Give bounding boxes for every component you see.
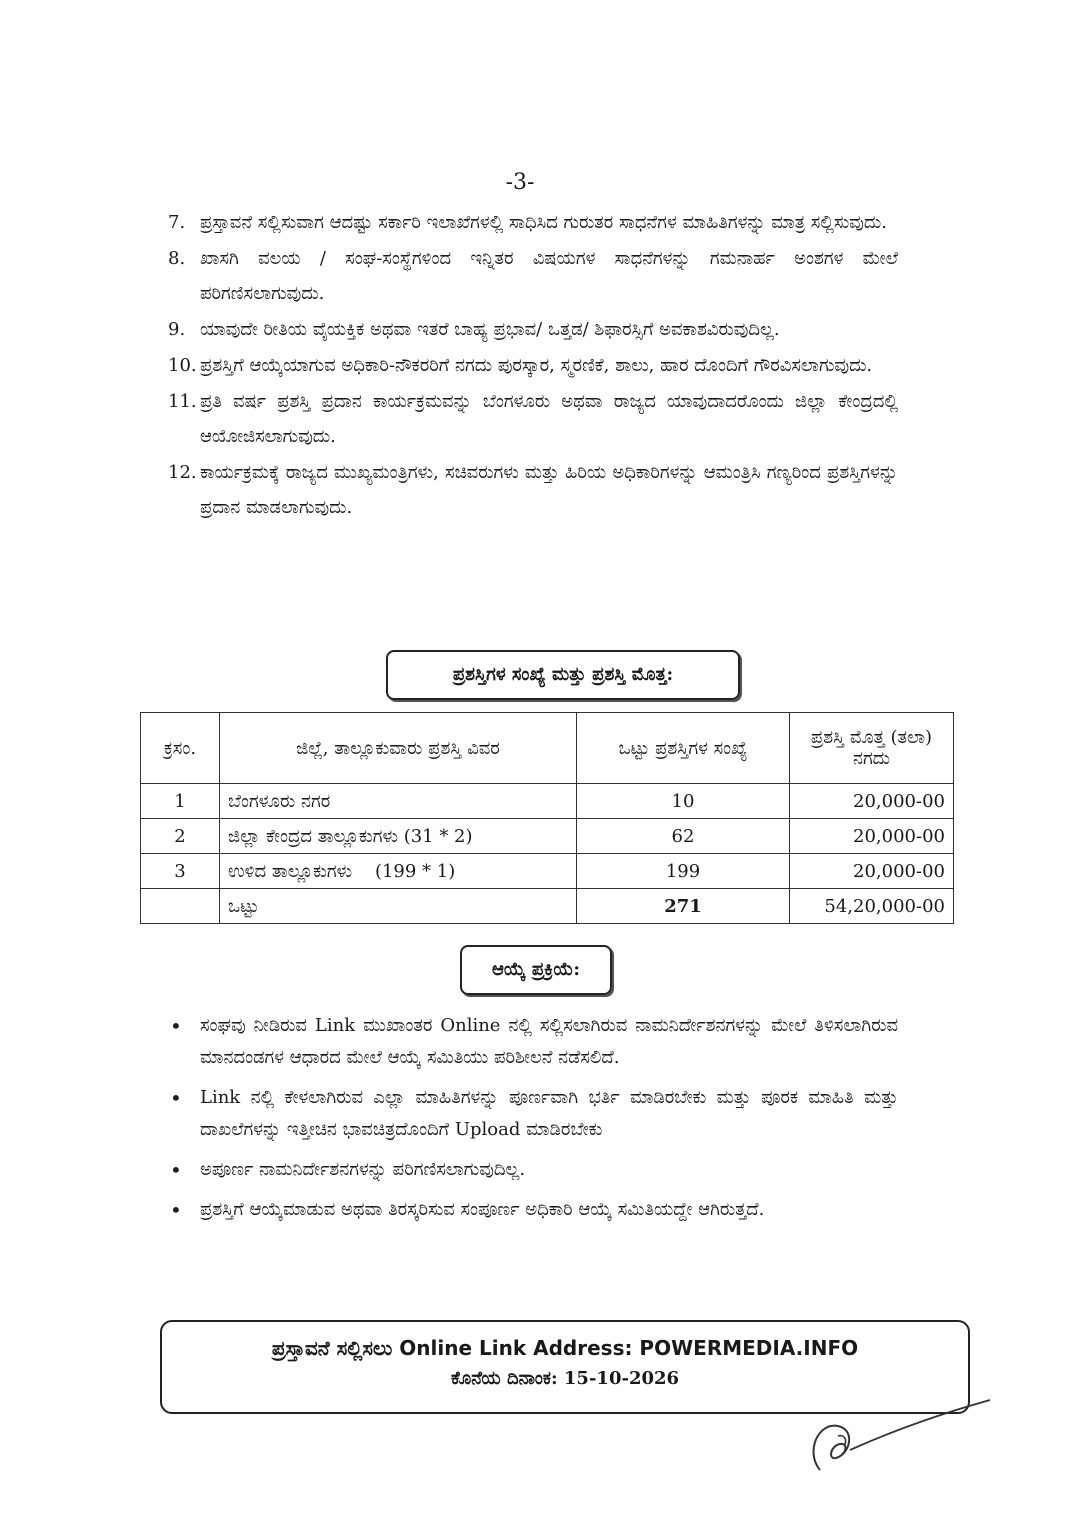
list-item <box>168 384 898 454</box>
bullet-icon: • <box>170 1158 182 1182</box>
signature-icon <box>800 1392 1000 1482</box>
bullet-icon: • <box>170 1014 182 1038</box>
table-heading: ಪ್ರಶಸ್ತಿಗಳ ಸಂಖ್ಯೆ ಮತ್ತು ಪ್ರಶಸ್ತಿ ಮೊತ್ತ: <box>386 650 740 700</box>
table-row <box>141 854 954 889</box>
bullet-text: ಅಪೂರ್ಣ ನಾಮನಿರ್ದೇಶನಗಳನ್ನು ಪರಿಗಣಿಸಲಾಗುವುದಿಲ್ಲ. <box>200 1159 526 1180</box>
cell-serial-empty <box>141 889 220 924</box>
item-number: 12. <box>168 462 197 483</box>
bullet-item <box>168 1194 898 1226</box>
cell-serial: 2 <box>141 819 220 854</box>
online-link-address: ಪ್ರಸ್ತಾವನೆ ಸಲ್ಲಿಸಲು Online Link Address: POWERMEDIA.INFO <box>271 1336 859 1360</box>
item-text: ಖಾಸಗಿ ವಲಯ / ಸಂಘ-ಸಂಸ್ಥೆಗಳಿಂದ ಇನ್ನಿತರ ವಿಷಯಗಳ ಸಾಧನೆಗಳನ್ನು ಗಮನಾರ್ಹ ಅಂಶಗಳ ಮೇಲೆ ಪರಿಗಣಿಸಲಾಗುವುದು. <box>200 248 898 304</box>
list-item <box>168 205 898 240</box>
item-number: 9. <box>168 319 186 340</box>
col-header-amount: ಪ್ರಶಸ್ತಿ ಮೊತ್ತ (ತಲಾ) ನಗದು <box>790 713 954 784</box>
bullet-icon: • <box>170 1086 182 1110</box>
cell-count: 199 <box>577 854 790 889</box>
bullet-item <box>168 1082 898 1146</box>
table-row <box>141 784 954 819</box>
last-date: ಕೊನೆಯ ದಿನಾಂಕ: 15-10-2026 <box>450 1368 680 1389</box>
col-header-serial: ಕ್ರಸಂ. <box>141 713 220 784</box>
cell-amount: 20,000-00 <box>790 854 954 889</box>
col-header-detail: ಜಿಲ್ಲೆ, ತಾಲ್ಲೂಕುವಾರು ಪ್ರಶಸ್ತಿ ವಿವರ <box>220 713 577 784</box>
table-row <box>141 819 954 854</box>
cell-total-amount: 54,20,000-00 <box>790 889 954 924</box>
selection-bullets <box>168 1010 898 1234</box>
item-text: ಯಾವುದೇ ರೀತಿಯ ವೈಯಕ್ತಿಕ ಅಥವಾ ಇತರೆ ಬಾಹ್ಯ ಪ್ರಭಾವ/ ಒತ್ತಡ/ ಶಿಫಾರಸ್ಸಿಗೆ ಅವಕಾಶವಿರುವುದಿಲ್ಲ. <box>200 319 780 340</box>
list-item <box>168 241 898 311</box>
numbered-list <box>168 205 898 526</box>
cell-detail: ಬೆಂಗಳೂರು ನಗರ <box>220 784 577 819</box>
bullet-item <box>168 1154 898 1186</box>
bullet-text: ಪ್ರಶಸ್ತಿಗೆ ಆಯ್ಕೆಮಾಡುವ ಅಥವಾ ತಿರಸ್ಕರಿಸುವ ಸಂಪೂರ್ಣ ಅಧಿಕಾರಿ ಆಯ್ಕೆ ಸಮಿತಿಯದ್ದೇ ಆಗಿರುತ್ತದೆ. <box>200 1199 765 1220</box>
bullet-icon: • <box>170 1198 182 1222</box>
cell-count: 62 <box>577 819 790 854</box>
item-text: ಪ್ರಶಸ್ತಿಗೆ ಆಯ್ಕೆಯಾಗುವ ಅಧಿಕಾರಿ-ನೌಕರರಿಗೆ ನಗದು ಪುರಸ್ಕಾರ, ಸ್ಮರಣಿಕೆ, ಶಾಲು, ಹಾರ ದೊಂದಿಗೆ ಗೌರವಿಸಲಾಗುವುದು. <box>200 355 873 376</box>
cell-serial: 1 <box>141 784 220 819</box>
item-number: 7. <box>168 212 186 233</box>
item-text: ಕಾರ್ಯಕ್ರಮಕ್ಕೆ ರಾಜ್ಯದ ಮುಖ್ಯಮಂತ್ರಿಗಳು, ಸಚಿವರುಗಳು ಮತ್ತು ಹಿರಿಯ ಅಧಿಕಾರಿಗಳನ್ನು ಆಮಂತ್ರಿಸಿ ಗಣ್ಯರಿಂದ ಪ್ರಶಸ್ತಿಗಳನ್ನು ಪ್ರದಾನ ಮಾಡಲಾಗುವುದು. <box>200 462 898 518</box>
bullet-text: ಸಂಘವು ನೀಡಿರುವ Link ಮುಖಾಂತರ Online ನಲ್ಲಿ ಸಲ್ಲಿಸಲಾಗಿರುವ ನಾಮನಿರ್ದೇಶನಗಳನ್ನು ಮೇಲೆ ತಿಳಿಸಲಾಗಿರುವ ಮಾನದಂಡಗಳ ಆಧಾರದ ಮೇಲೆ ಆಯ್ಕೆ ಸಮಿತಿಯು ಪರಿಶೀಲನೆ ನಡೆಸಲಿದೆ. <box>200 1015 898 1068</box>
cell-total-count: 271 <box>577 889 790 924</box>
list-item <box>168 348 898 383</box>
cell-serial: 3 <box>141 854 220 889</box>
bullet-text: Link ನಲ್ಲಿ ಕೇಳಲಾಗಿರುವ ಎಲ್ಲಾ ಮಾಹಿತಿಗಳನ್ನು ಪೂರ್ಣವಾಗಿ ಭರ್ತಿ ಮಾಡಿರಬೇಕು ಮತ್ತು ಪೂರಕ ಮಾಹಿತಿ ಮತ್ತು ದಾಖಲೆಗಳನ್ನು ಇತ್ತೀಚಿನ ಭಾವಚಿತ್ರದೊಂದಿಗೆ Upload ಮಾಡಿರಬೇಕು <box>200 1087 898 1140</box>
list-item <box>168 455 898 525</box>
item-number: 10. <box>168 355 197 376</box>
item-number: 8. <box>168 248 186 269</box>
list-item <box>168 312 898 347</box>
page-number: -3- <box>505 170 535 195</box>
col-header-count: ಒಟ್ಟು ಪ್ರಶಸ್ತಿಗಳ ಸಂಖ್ಯೆ <box>577 713 790 784</box>
awards-table <box>140 712 954 924</box>
table-header-row <box>141 713 954 784</box>
item-number: 11. <box>168 391 197 412</box>
item-text: ಪ್ರತಿ ವರ್ಷ ಪ್ರಶಸ್ತಿ ಪ್ರದಾನ ಕಾರ್ಯಕ್ರಮವನ್ನು ಬೆಂಗಳೂರು ಅಥವಾ ರಾಜ್ಯದ ಯಾವುದಾದರೊಂದು ಜಿಲ್ಲಾ ಕೇಂದ್ರದಲ್ಲಿ ಆಯೋಜಿಸಲಾಗುವುದು. <box>200 391 898 447</box>
item-text: ಪ್ರಸ್ತಾವನೆ ಸಲ್ಲಿಸುವಾಗ ಆದಷ್ಟು ಸರ್ಕಾರಿ ಇಲಾಖೆಗಳಲ್ಲಿ ಸಾಧಿಸಿದ ಗುರುತರ ಸಾಧನೆಗಳ ಮಾಹಿತಿಗಳನ್ನು ಮಾತ್ರ ಸಲ್ಲಿಸುವುದು. <box>200 212 887 233</box>
cell-count: 10 <box>577 784 790 819</box>
cell-total-label: ಒಟ್ಟು <box>220 889 577 924</box>
cell-amount: 20,000-00 <box>790 784 954 819</box>
bullet-item <box>168 1010 898 1074</box>
cell-detail: ಉಳಿದ ತಾಲ್ಲೂಕುಗಳು (199 * 1) <box>220 854 577 889</box>
table-total-row <box>141 889 954 924</box>
cell-amount: 20,000-00 <box>790 819 954 854</box>
selection-heading: ಆಯ್ಕೆ ಪ್ರಕ್ರಿಯೆ: <box>460 945 612 995</box>
cell-detail: ಜಿಲ್ಲಾ ಕೇಂದ್ರದ ತಾಲ್ಲೂಕುಗಳು (31 * 2) <box>220 819 577 854</box>
